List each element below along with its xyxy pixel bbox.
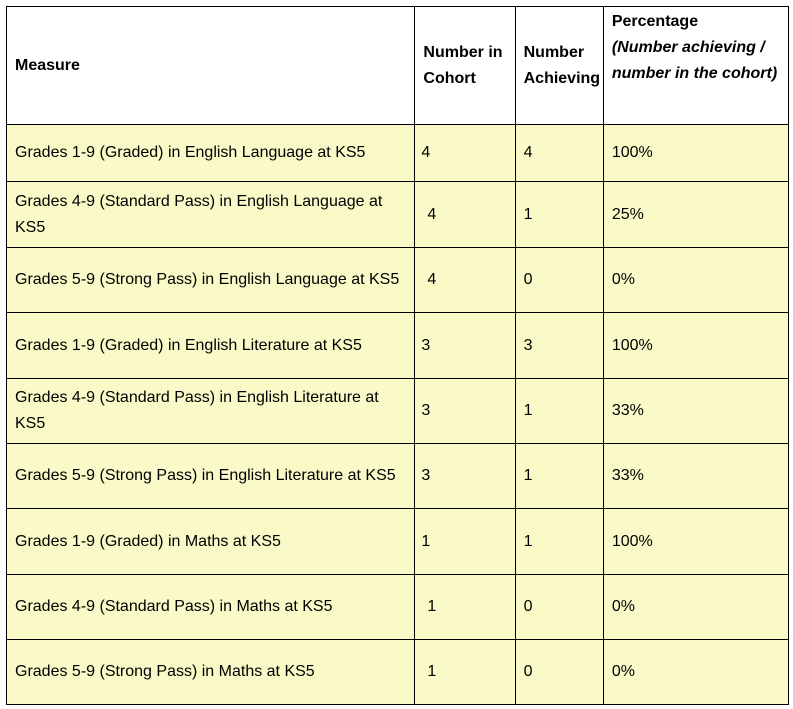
achieving-cell: 1 xyxy=(515,509,603,575)
achieving-header-line2: Achieving xyxy=(523,69,601,87)
achieving-cell: 0 xyxy=(515,248,603,313)
achieving-header-line1: Number xyxy=(523,43,585,61)
percentage-cell: 100% xyxy=(603,509,788,575)
table-row xyxy=(7,182,789,248)
achieving-header xyxy=(515,7,603,125)
table-row xyxy=(7,379,789,444)
table-row xyxy=(7,125,789,182)
table-row xyxy=(7,444,789,509)
percentage-cell: 0% xyxy=(603,640,788,705)
cohort-cell: 3 xyxy=(415,379,515,444)
percentage-cell: 100% xyxy=(603,125,788,182)
cohort-cell: 1 xyxy=(415,640,515,705)
cohort-cell: 3 xyxy=(415,313,515,379)
measure-cell: Grades 1-9 (Graded) in English Literature at KS5 xyxy=(7,313,415,379)
percentage-cell: 33% xyxy=(603,379,788,444)
measure-cell: Grades 1-9 (Graded) in Maths at KS5 xyxy=(7,509,415,575)
cohort-cell: 4 xyxy=(415,248,515,313)
achieving-cell: 0 xyxy=(515,640,603,705)
cohort-cell: 1 xyxy=(415,575,515,640)
table-row xyxy=(7,248,789,313)
table-row xyxy=(7,313,789,379)
measure-cell: Grades 5-9 (Strong Pass) in English Language at KS5 xyxy=(7,248,415,313)
results-table xyxy=(6,6,789,705)
achieving-cell: 1 xyxy=(515,379,603,444)
measure-cell: Grades 4-9 (Standard Pass) in Maths at KS5 xyxy=(7,575,415,640)
cohort-cell: 1 xyxy=(415,509,515,575)
table-row xyxy=(7,509,789,575)
achieving-cell: 4 xyxy=(515,125,603,182)
percentage-cell: 0% xyxy=(603,575,788,640)
measure-cell: Grades 5-9 (Strong Pass) in English Literature at KS5 xyxy=(7,444,415,509)
measure-cell: Grades 1-9 (Graded) in English Language at KS5 xyxy=(7,125,415,182)
cohort-cell: 4 xyxy=(415,125,515,182)
achieving-cell: 3 xyxy=(515,313,603,379)
percentage-header-title: Percentage xyxy=(611,13,699,30)
header-row xyxy=(7,7,789,125)
achieving-cell: 1 xyxy=(515,444,603,509)
cohort-header-line1: Number in xyxy=(423,43,503,61)
achieving-cell: 0 xyxy=(515,575,603,640)
percentage-header xyxy=(603,7,788,125)
cohort-cell: 3 xyxy=(415,444,515,509)
cohort-header-line2: Cohort xyxy=(423,69,476,87)
measure-cell: Grades 5-9 (Strong Pass) in Maths at KS5 xyxy=(7,640,415,705)
percentage-cell: 25% xyxy=(603,182,788,248)
cohort-header xyxy=(415,7,515,125)
percentage-cell: 33% xyxy=(603,444,788,509)
percentage-cell: 0% xyxy=(603,248,788,313)
cohort-cell: 4 xyxy=(415,182,515,248)
percentage-cell: 100% xyxy=(603,313,788,379)
measure-cell: Grades 4-9 (Standard Pass) in English Literature at KS5 xyxy=(7,379,415,444)
table-row xyxy=(7,575,789,640)
measure-header: Measure xyxy=(7,7,415,125)
table-row xyxy=(7,640,789,705)
measure-cell: Grades 4-9 (Standard Pass) in English Language at KS5 xyxy=(7,182,415,248)
achieving-cell: 1 xyxy=(515,182,603,248)
percentage-header-subtitle: (Number achieving / number in the cohort) xyxy=(611,39,778,82)
